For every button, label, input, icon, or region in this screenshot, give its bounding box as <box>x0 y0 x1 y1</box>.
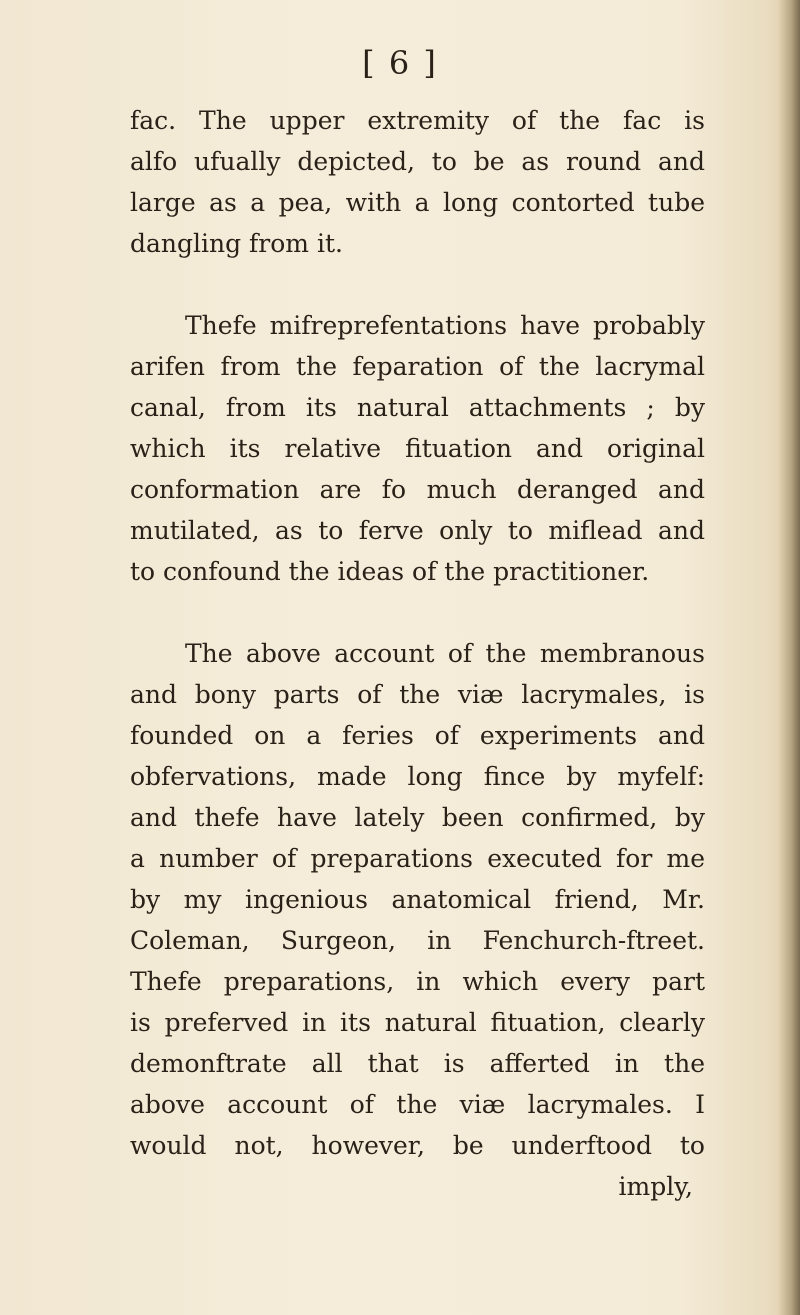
text-line: conformation are fo much deranged and <box>130 475 705 504</box>
text-line: a number of preparations executed for me <box>130 844 705 873</box>
body-text <box>130 100 705 1207</box>
text-line: above account of the viæ lacrymales. I <box>130 1090 705 1119</box>
page-edge-shadow <box>778 0 800 1315</box>
text-line: mutilated, as to ferve only to miflead and <box>130 516 705 545</box>
text-line: Thefe mifreprefentations have probably <box>185 311 705 340</box>
text-line: large as a pea, with a long contorted tube <box>130 188 705 217</box>
text-line: is preferved in its natural fituation, clearly <box>130 1008 705 1037</box>
text-line: The above account of the membranous <box>185 639 705 668</box>
catchword: imply, <box>618 1172 693 1201</box>
text-line: by my ingenious anatomical friend, Mr. <box>130 885 705 914</box>
text-line: arifen from the feparation of the lacrymal <box>130 352 705 381</box>
text-line: canal, from its natural attachments ; by <box>130 393 705 422</box>
text-line: dangling from it. <box>130 229 343 258</box>
text-line: to confound the ideas of the practitioner. <box>130 557 650 586</box>
text-line: obfervations, made long fince by myfelf: <box>130 762 705 791</box>
text-line: founded on a feries of experiments and <box>130 721 705 750</box>
text-line: and bony parts of the viæ lacrymales, is <box>130 680 705 709</box>
text-line: Thefe preparations, in which every part <box>130 967 705 996</box>
text-line: alfo ufually depicted, to be as round and <box>130 147 705 176</box>
text-line: which its relative fituation and original <box>130 434 705 463</box>
text-line: Coleman, Surgeon, in Fenchurch-ftreet. <box>130 926 705 955</box>
text-line: demonftrate all that is afferted in the <box>130 1049 705 1078</box>
text-line: fac. The upper extremity of the fac is <box>130 106 705 135</box>
text-line: and thefe have lately been confirmed, by <box>130 803 705 832</box>
text-line: would not, however, be underftood to <box>130 1131 705 1160</box>
page-number: [ 6 ] <box>362 44 438 82</box>
